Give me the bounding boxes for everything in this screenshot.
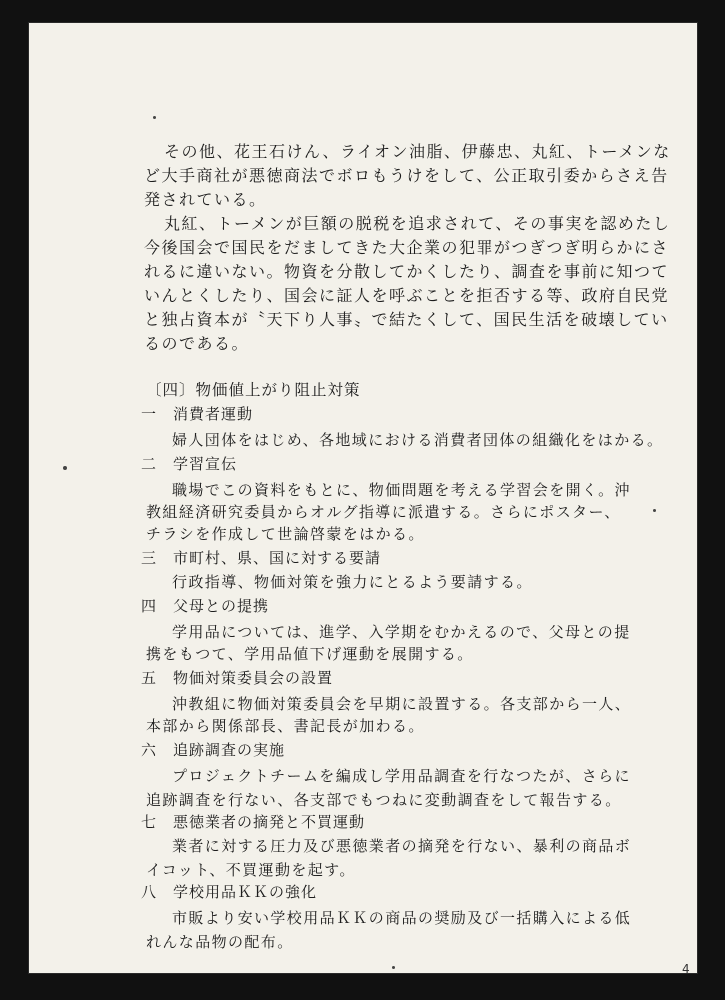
- scan-mark: [653, 509, 656, 512]
- paragraph2-line-6: るのである。: [144, 334, 250, 353]
- item-5-title: 五 物価対策委員会の設置: [141, 669, 334, 687]
- paragraph1-line-2: ど大手商社が悪徳商法でボロもうけをして、公正取引委からさえ告: [144, 166, 669, 185]
- item-5-line-2: 本部から関係部長、書記長が加わる。: [146, 717, 425, 735]
- paragraph2-line-3: れるに違いない。物資を分散してかくしたり、調査を事前に知つて: [144, 262, 670, 281]
- item-1-title: 一 消費者運動: [141, 405, 254, 423]
- paragraph2-line-5: と独占資本が〝天下り人事〟で結たくして、国民生活を破壊してい: [144, 310, 669, 329]
- paragraph1-line-1: その他、花王石けん、ライオン油脂、伊藤忠、丸紅、トーメンな: [164, 142, 671, 161]
- item-2-line-2: 教組経済研究委員からオルグ指導に派遣する。さらにポスター、: [146, 503, 621, 521]
- item-6-line-2: 追跡調査を行ない、各支部でもつねに変動調査をして報告する。: [146, 791, 622, 809]
- item-1-line-1: 婦人団体をはじめ、各地域における消費者団体の組織化をはかる。: [172, 431, 664, 449]
- item-6-title: 六 追跡調査の実施: [141, 741, 286, 759]
- paragraph2-line-1: 丸紅、トーメンが巨額の脱税を追求されて、その事実を認めたし: [164, 214, 671, 233]
- paragraph1-line-3: 発されている。: [144, 190, 267, 209]
- item-2-line-1: 職場でこの資料をもとに、物価問題を考える学習会を開く。沖: [172, 481, 631, 499]
- item-4-line-2: 携をもつて、学用品値下げ運動を展開する。: [146, 645, 474, 663]
- page-number: 4: [682, 962, 690, 976]
- item-4-title: 四 父母との提携: [141, 597, 270, 615]
- item-2-line-3: チラシを作成して世論啓蒙をはかる。: [146, 525, 425, 543]
- paragraph2-line-2: 今後国会で国民をだましてきた大企業の犯罪がつぎつぎ明らかにさ: [144, 238, 670, 257]
- item-8-line-2: れんな品物の配布。: [146, 933, 294, 951]
- item-4-line-1: 学用品については、進学、入学期をむかえるので、父母との提: [172, 623, 631, 641]
- item-7-line-1: 業者に対する圧力及び悪徳業者の摘発を行ない、暴利の商品ボ: [172, 837, 632, 855]
- item-3-title: 三 市町村、県、国に対する要請: [141, 549, 382, 567]
- item-3-line-1: 行政指導、物価対策を強力にとるよう要請する。: [172, 573, 533, 591]
- item-8-title: 八 学校用品ＫＫの強化: [141, 883, 318, 901]
- scan-mark: [63, 466, 67, 470]
- item-7-title: 七 悪徳業者の摘発と不買運動: [141, 813, 366, 831]
- section-heading: 〔四〕物価値上がり阻止対策: [146, 381, 361, 399]
- item-7-line-2: イコット、不買運動を起す。: [146, 861, 356, 879]
- item-5-line-1: 沖教組に物価対策委員会を早期に設置する。各支部から一人、: [172, 695, 632, 713]
- item-8-line-1: 市販より安い学校用品ＫＫの商品の奨励及び一括購入による低: [172, 909, 632, 927]
- scan-mark: [392, 966, 395, 969]
- paragraph2-line-4: いんとくしたり、国会に証人を呼ぶことを拒否する等、政府自民党: [144, 286, 670, 305]
- scan-mark: [153, 116, 156, 119]
- item-6-line-1: プロジェクトチームを編成し学用品調査を行なつたが、さらに: [172, 767, 631, 785]
- item-2-title: 二 学習宣伝: [141, 455, 238, 473]
